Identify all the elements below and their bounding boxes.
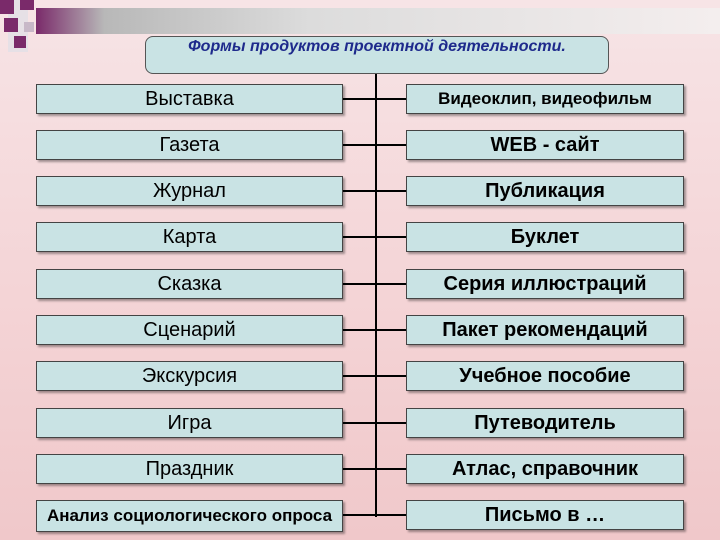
- right-item-box: [406, 222, 684, 252]
- decorative-square: [24, 22, 34, 32]
- left-item-box: [36, 408, 343, 438]
- left-item-label: Газета: [159, 133, 220, 156]
- right-item-box: [406, 84, 684, 114]
- left-item-label: Журнал: [153, 179, 226, 202]
- right-connector: [377, 468, 406, 470]
- decorative-stripe-horizontal: [36, 8, 720, 34]
- left-item-box: [36, 222, 343, 252]
- left-item-box: [36, 84, 343, 114]
- left-item-box: [36, 315, 343, 345]
- right-connector: [377, 144, 406, 146]
- left-item-label: Выставка: [145, 87, 234, 110]
- left-item-label: Сценарий: [143, 318, 236, 341]
- right-item-box: [406, 361, 684, 391]
- right-item-box: [406, 176, 684, 206]
- left-item-box: [36, 454, 343, 484]
- right-connector: [377, 98, 406, 100]
- left-item-box: [36, 176, 343, 206]
- right-item-box: [406, 408, 684, 438]
- right-item-box: [406, 130, 684, 160]
- decorative-square: [0, 0, 14, 14]
- left-item-box: [36, 500, 343, 532]
- right-item-label: Публикация: [485, 179, 605, 202]
- left-connector: [343, 144, 376, 146]
- left-connector: [343, 514, 376, 516]
- right-item-label: Письмо в …: [484, 503, 606, 526]
- right-item-label: Путеводитель: [474, 411, 616, 434]
- right-connector: [377, 283, 406, 285]
- right-item-label: Серия иллюстраций: [443, 272, 647, 295]
- right-connector: [377, 422, 406, 424]
- left-item-label: Сказка: [157, 272, 222, 295]
- left-item-box: [36, 130, 343, 160]
- central-connector-line: [375, 74, 377, 517]
- left-connector: [343, 329, 376, 331]
- left-connector: [343, 375, 376, 377]
- left-connector: [343, 236, 376, 238]
- diagram-title: Формы продуктов проектной деятельности.: [145, 36, 609, 74]
- decorative-square: [20, 0, 34, 10]
- left-connector: [343, 468, 376, 470]
- left-item-label: Праздник: [145, 457, 234, 480]
- left-item-label: Игра: [167, 411, 212, 434]
- right-connector: [377, 236, 406, 238]
- left-connector: [343, 190, 376, 192]
- right-item-label: Пакет рекомендаций: [442, 318, 648, 341]
- right-item-label: WEB - сайт: [490, 133, 600, 156]
- decorative-square: [14, 36, 26, 48]
- left-connector: [343, 98, 376, 100]
- right-item-label: Атлас, справочник: [451, 457, 639, 480]
- right-connector: [377, 329, 406, 331]
- right-item-label: Учебное пособие: [459, 364, 631, 387]
- left-item-box: [36, 269, 343, 299]
- left-item-box: [36, 361, 343, 391]
- right-item-box: [406, 500, 684, 530]
- decorative-square: [4, 18, 18, 32]
- left-item-label: Экскурсия: [141, 364, 238, 387]
- right-item-label: Буклет: [510, 225, 580, 248]
- left-connector: [343, 283, 376, 285]
- right-connector: [377, 375, 406, 377]
- right-connector: [377, 190, 406, 192]
- left-connector: [343, 422, 376, 424]
- right-item-box: [406, 315, 684, 345]
- left-item-label: Анализ социологического опроса: [46, 506, 333, 525]
- right-connector: [377, 514, 406, 516]
- right-item-box: [406, 269, 684, 299]
- left-item-label: Карта: [162, 225, 217, 248]
- right-item-label: Видеоклип, видеофильм: [438, 89, 652, 108]
- right-item-box: [406, 454, 684, 484]
